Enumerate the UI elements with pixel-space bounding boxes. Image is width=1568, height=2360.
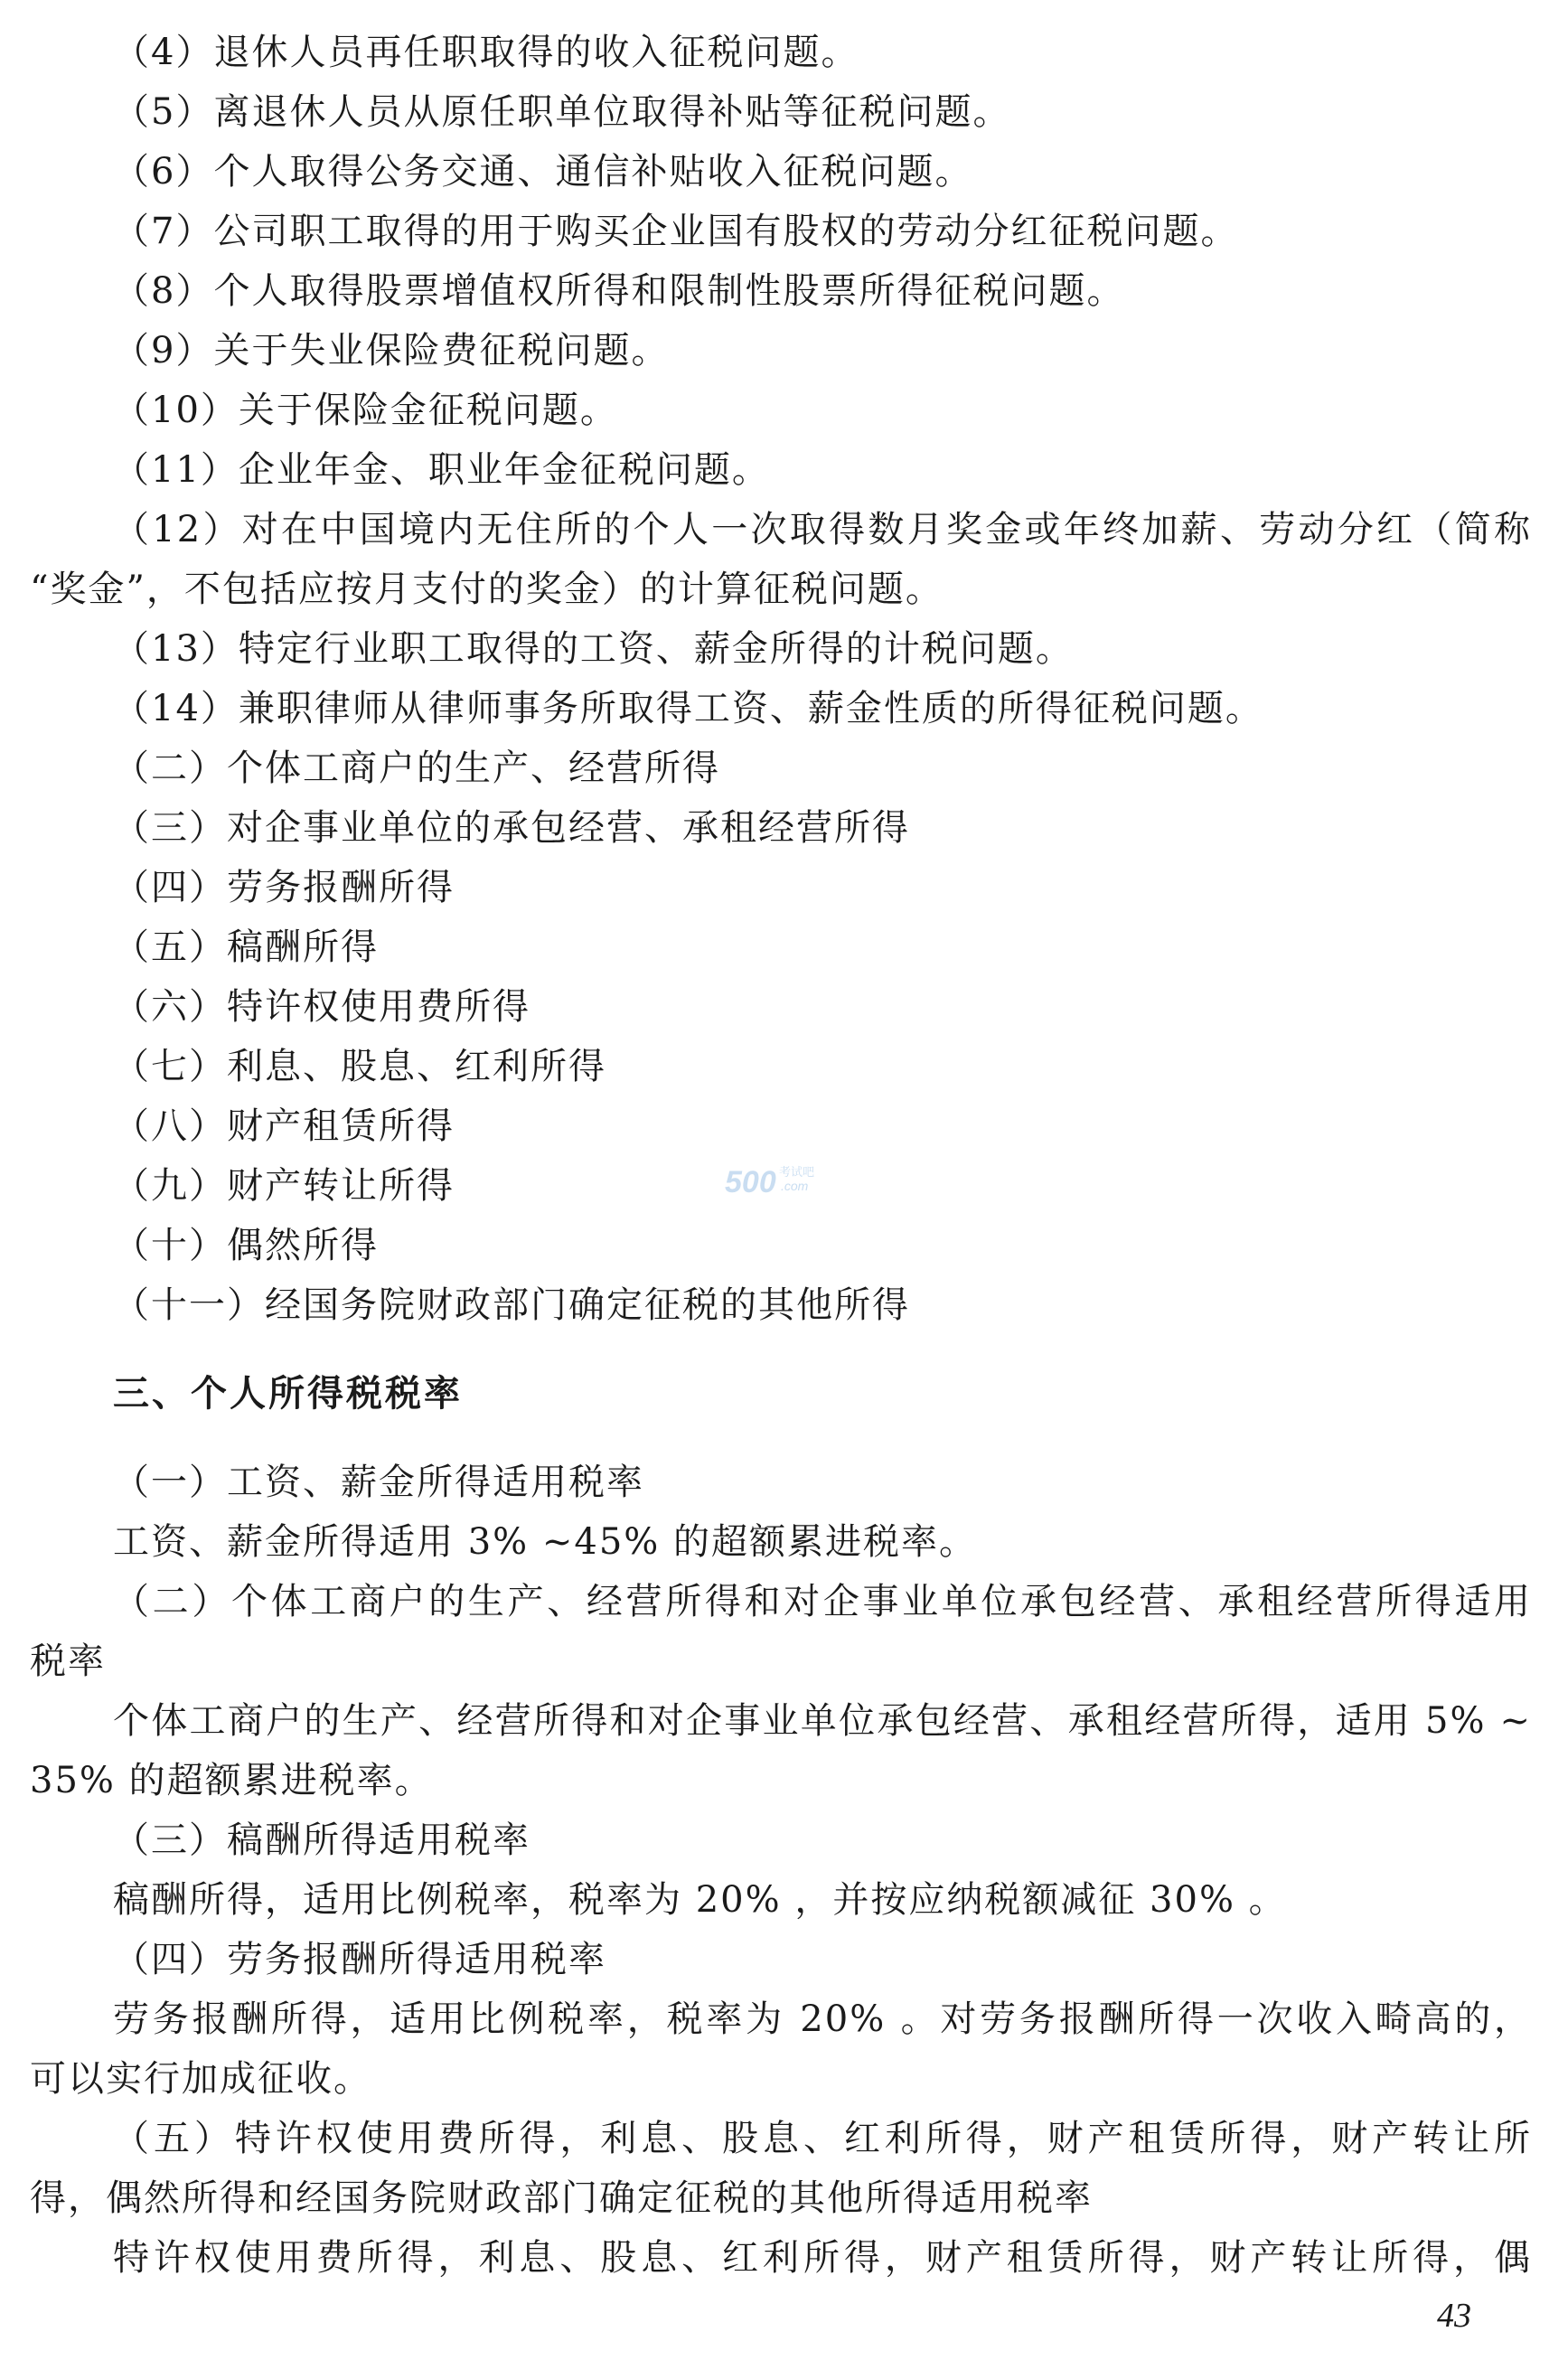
text-line: （三）对企事业单位的承包经营、承租经营所得 <box>113 807 910 849</box>
text-line: （三）稿酬所得适用税率 <box>113 1819 530 1861</box>
text-line: （7）公司职工取得的用于购买企业国有股权的劳动分红征税问题。 <box>113 211 1239 252</box>
text-line: （一）工资、薪金所得适用税率 <box>113 1462 644 1503</box>
text-line: （二）个体工商户的生产、经营所得 <box>113 747 720 789</box>
text-line: （8）个人取得股票增值权所得和限制性股票所得征税问题。 <box>113 270 1125 312</box>
text-line: （十）偶然所得 <box>113 1225 379 1266</box>
text-line: 税率 <box>30 1641 106 1682</box>
text-line: 特许权使用费所得，利息、股息、红利所得，财产租赁所得，财产转让所得，偶 <box>113 2237 1532 2279</box>
watermark-digits: 500 <box>725 1165 776 1198</box>
text-line: （6）个人取得公务交通、通信补贴收入征税问题。 <box>113 151 973 193</box>
text-line: （14）兼职律师从律师事务所取得工资、薪金性质的所得征税问题。 <box>113 688 1263 729</box>
text-line: 劳务报酬所得，适用比例税率，税率为 20% 。对劳务报酬所得一次收入畸高的， <box>113 1998 1532 2040</box>
text-line: 得，偶然所得和经国务院财政部门确定征税的其他所得适用税率 <box>30 2177 1093 2219</box>
text-line: 稿酬所得，适用比例税率，税率为 20% ，并按应纳税额减征 30% 。 <box>113 1879 1287 1921</box>
text-line: （10）关于保险金征税问题。 <box>113 390 618 431</box>
text-line: （二）个体工商户的生产、经营所得和对企事业单位承包经营、承租经营所得适用 <box>113 1581 1532 1622</box>
text-line: （十一）经国务院财政部门确定征税的其他所得 <box>113 1284 910 1326</box>
text-line: （五）特许权使用费所得，利息、股息、红利所得，财产租赁所得，财产转让所 <box>113 2118 1532 2159</box>
text-line: （五）稿酬所得 <box>113 926 379 968</box>
text-line: 工资、薪金所得适用 3% ~45% 的超额累进税率。 <box>113 1521 978 1563</box>
text-line: 35% 的超额累进税率。 <box>30 1760 433 1801</box>
text-line: （四）劳务报酬所得 <box>113 867 455 908</box>
text-line: （4）退休人员再任职取得的收入征税问题。 <box>113 32 859 73</box>
text-line: （六）特许权使用费所得 <box>113 986 530 1028</box>
text-line: （八）财产租赁所得 <box>113 1105 455 1147</box>
text-line: （12）对在中国境内无住所的个人一次取得数月奖金或年终加薪、劳动分红（简称 <box>113 509 1532 550</box>
text-line: （9）关于失业保险费征税问题。 <box>113 330 670 371</box>
text-line: （13）特定行业职工取得的工资、薪金所得的计税问题。 <box>113 628 1074 670</box>
text-line: 个体工商户的生产、经营所得和对企事业单位承包经营、承租经营所得，适用 5% ~ <box>113 1700 1532 1742</box>
watermark-small-top: 考试吧 <box>779 1166 815 1180</box>
watermark-small-bottom: .com <box>781 1179 809 1193</box>
section-heading: 三、个人所得税税率 <box>113 1372 463 1415</box>
page-number: 43 <box>1437 2297 1471 2335</box>
text-line: （11）企业年金、职业年金征税问题。 <box>113 449 770 491</box>
text-line: 可以实行加成征收。 <box>30 2058 371 2100</box>
text-line: （5）离退休人员从原任职单位取得补贴等征税问题。 <box>113 91 1011 133</box>
text-line: （七）利息、股息、红利所得 <box>113 1046 606 1087</box>
text-line: （四）劳务报酬所得适用税率 <box>113 1939 606 1980</box>
text-line: “奖金”，不包括应按月支付的奖金）的计算征税问题。 <box>30 569 944 610</box>
watermark-logo <box>723 1161 840 1198</box>
text-line: （九）财产转让所得 <box>113 1165 455 1207</box>
